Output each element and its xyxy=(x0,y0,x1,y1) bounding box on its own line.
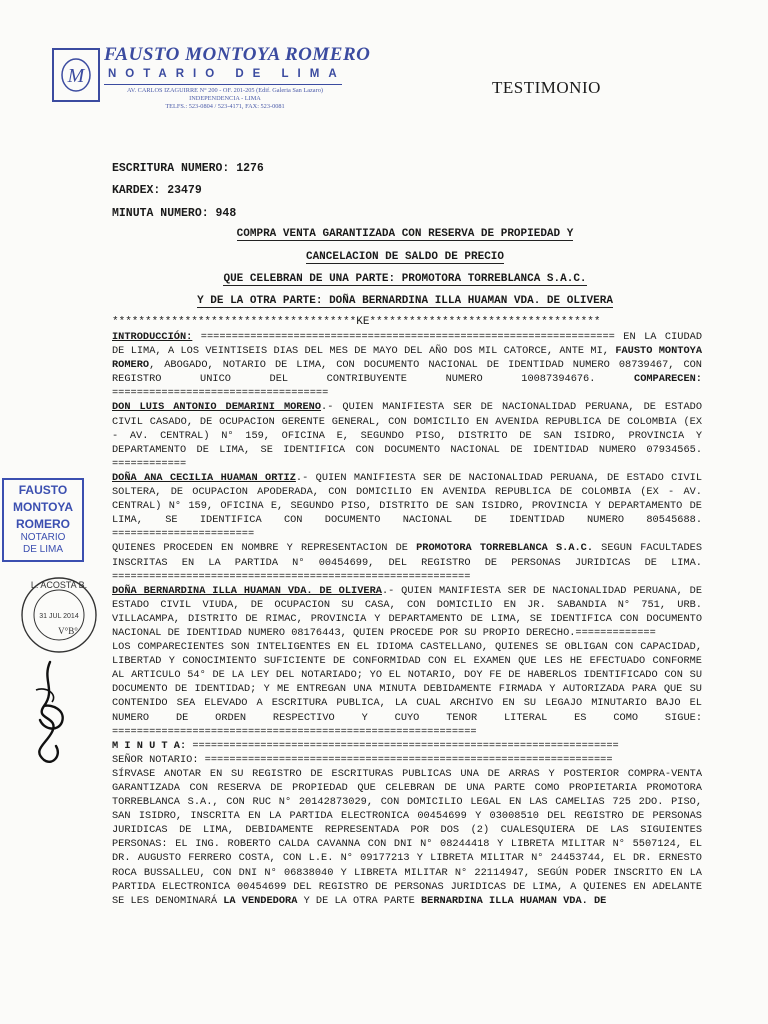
svg-text:V°B°: V°B° xyxy=(58,626,78,636)
intro-label: INTRODUCCIÓN: xyxy=(112,331,193,343)
notary-name: FAUSTO MONTOYA ROMERO xyxy=(104,44,371,65)
minuta-number: MINUTA NUMERO: 948 xyxy=(112,207,237,220)
minuta-heading: M I N U T A: ===================================================================== xyxy=(112,739,619,752)
notary-address xyxy=(90,87,360,111)
escritura-number: ESCRITURA NUMERO: 1276 xyxy=(112,162,264,175)
vendedora-label: LA VENDEDORA xyxy=(223,894,298,907)
minuta-paragraph: SÍRVASE ANOTAR EN SU REGISTRO DE ESCRITURAS PUBLICAS UNA DE ARRAS Y POSTERIOR COMPRA-VENTA GARANTIZADA CON RESERVA DE PROPIEDAD QUE CELEBRAN DE UNA PARTE COMO PROPIETARIA PROMOTORA TORREBLANCA S.A., CON RUC N° 20142873029, CON DOMICILIO LEGAL EN LAS CAMELIAS 725 2DO. PISO, SAN ISIDRO, INSCRITA EN LA PARTIDA ELECTRONICA 00454699 Y 03008510 DEL REGISTRO DE PERSONAS JURIDICAS DE LIMA, DEBIDAMENTE REPRESENTADA POR DOS (2) CUALESQUIERA DE LAS SIGUIENTES PERSONAS: EL ING. ROBERTO CALDA CAVANNA CON DNI N° 08244418 Y LIBRETA MILITAR N° 5507124, EL DR. AUGUSTO FERRERO COSTA, CON L.E. N° 09177213 Y LIBRETA MILITAR N° 24453744, EL DR. ERNESTO ROCA BUSSALLEU, CON DNI N° 06838040 Y LIBRETA MILITAR N° 22114947, SEGÚN PODER INSCRITO EN LA PARTIDA ELECTRONICA 00454699 DEL REGISTRO DE PERSONAS JURIDICAS DE LIMA, A QUIENES EN ADELANTE SE LES DENOMINARÁ LA VENDEDORA Y DE LA OTRA PARTE BERNARDINA ILLA HUAMAN VDA. DE xyxy=(112,767,702,907)
monogram-icon xyxy=(58,55,94,95)
document-body xyxy=(112,330,702,908)
kardex-number: KARDEX: 23479 xyxy=(112,184,202,197)
intro-paragraph: INTRODUCCIÓN: =================================================================== EN LA CIUDAD DE LIMA, A LOS VEINTISEIS DIAS DEL MES DE MAYO DEL AÑO DOS MIL CATORCE, ANTE MI, FAUSTO MONTOYA ROMERO, ABOGADO, NOTARIO DE LIMA, CON DOCUMENTO NACIONAL DE IDENTIDAD NUMERO 08739467, CON REGISTRO UNICO DEL CONTRIBUYENTE NUMERO 10087394676. COMPARECEN: =================================== xyxy=(112,331,703,400)
title-line-3: QUE CELEBRAN DE UNA PARTE: PROMOTORA TORREBLANCA S.A.C. xyxy=(223,273,587,285)
party-2-paragraph: DOÑA ANA CECILIA HUAMAN ORTIZ.- QUIEN MANIFIESTA SER DE NACIONALIDAD PERUANA, DE ESTADO CIVIL SOLTERA, DE OCUPACION APODERADA, CON DOMICILIO EN AVENIDA REPUBLICA DE COLOMBIA (EX - AV. CENTRAL) N° 159, OFICINA E, SEGUNDO PISO, DISTRITO DE SAN ISIDRO, PROVINCIA Y DEPARTAMENTO DE LIMA, SE IDENTIFICA CON DOCUMENTO NACIONAL DE IDENTIDAD NUMERO 80545688. ======================= xyxy=(112,471,702,541)
address-line-3: TELFS.: 523-0804 / 523-4171, FAX: 523-0081 xyxy=(165,103,285,110)
svg-text:M: M xyxy=(67,65,85,87)
address-line-1: AV. CARLOS IZAGUIRRE N° 200 - OF. 201-205 (Edif. Galeria San Lazaro) xyxy=(127,87,323,94)
buyer-name: BERNARDINA ILLA HUAMAN VDA. DE xyxy=(420,894,607,907)
notary-bold-name: FAUSTO MONTOYA ROMERO xyxy=(112,345,703,372)
party-3-name: DOÑA BERNARDINA ILLA HUAMAN VDA. DE OLIVERA xyxy=(112,584,382,597)
notary-stamp: FAUSTO MONTOYA ROMERO NOTARIO DE LIMA xyxy=(2,478,84,562)
approval-seal xyxy=(18,576,100,654)
star-separator: *************************************KE*********************************** xyxy=(112,316,601,328)
address-line-2: INDEPENDENCIA - LIMA xyxy=(189,95,261,102)
senor-notario-line: SEÑOR NOTARIO: ================================================================== xyxy=(112,753,613,766)
title-line-4: Y DE LA OTRA PARTE: DOÑA BERNARDINA ILLA HUAMAN VDA. DE OLIVERA xyxy=(197,295,613,307)
representation-paragraph: QUIENES PROCEDEN EN NOMBRE Y REPRESENTACION DE PROMOTORA TORREBLANCA S.A.C. SEGUN FACULTADES INSCRITAS EN LA PARTIDA N° 00454699, DEL REGISTRO DE PERSONAS JURIDICAS DE LIMA. ========================================================== xyxy=(112,542,703,583)
svg-text:31 JUL 2014: 31 JUL 2014 xyxy=(39,613,79,620)
svg-text:L. ACOSTA B.: L. ACOSTA B. xyxy=(30,580,88,590)
notary-subtitle: NOTARIO DE LIMA xyxy=(108,68,346,80)
document-type: TESTIMONIO xyxy=(492,78,601,97)
party-1-name: DON LUIS ANTONIO DEMARINI MORENO xyxy=(112,401,322,414)
signature xyxy=(22,660,82,770)
party-1-paragraph: DON LUIS ANTONIO DEMARINI MORENO.- QUIEN MANIFIESTA SER DE NACIONALIDAD PERUANA, DE ESTADO CIVIL CASADO, DE OCUPACION GERENTE GENERAL, CON DOMICILIO EN AVENIDA REPUBLICA DE COLOMBIA (EX - AV. CENTRAL) N° 159, OFICINA E, SEGUNDO PISO, DISTRITO DE SAN ISIDRO, PROVINCIA Y DEPARTAMENTO DE LIMA, SE IDENTIFICA CON DOCUMENTO NACIONAL DE IDENTIDAD NUMERO 07934565. ============ xyxy=(112,401,703,470)
party-2-name: DOÑA ANA CECILIA HUAMAN ORTIZ xyxy=(112,471,296,484)
title-line-1: COMPRA VENTA GARANTIZADA CON RESERVA DE PROPIEDAD Y xyxy=(236,228,574,240)
capacity-paragraph: LOS COMPARECIENTES SON INTELIGENTES EN EL IDIOMA CASTELLANO, QUIENES SE OBLIGAN CON CAPACIDAD, LIBERTAD Y CONOCIMIENTO SUFICIENTE DE CONFORMIDAD CON EL EXAMEN QUE LES HE EFECTUADO CONFORME AL ARTICULO 54° DE LA LEY DEL NOTARIADO; YO EL NOTARIO, DOY FE DE HABERLOS IDENTIFICADO CON SU DOCUMENTO DE IDENTIDAD; Y ME ENTREGAN UNA MINUTA DEBIDAMENTE FIRMADA Y AUTORIZADA PARA QUE SU CONTENIDO SEA ELEVADO A ESCRITURA PUBLICA, LA CUAL ARCHIVO EN SU LEGAJO MINUTARIO BAJO EL NUMERO DE ORDEN RESPECTIVO Y CUYO TENOR LITERAL ES COMO SIGUE: =========================================================== xyxy=(112,641,702,738)
comparecen-label: COMPARECEN: xyxy=(634,373,702,386)
letterhead-divider xyxy=(104,84,342,85)
company-name: PROMOTORA TORREBLANCA S.A.C. xyxy=(416,542,594,555)
party-3-paragraph: DOÑA BERNARDINA ILLA HUAMAN VDA. DE OLIVERA.- QUIEN MANIFIESTA SER DE NACIONALIDAD PERUANA, DE ESTADO CIVIL VIUDA, DE OCUPACION SU CASA, CON DOMICILIO EN JR. SABANDIA N° 751, URB. VILLACAMPA, DISTRITO DE RIMAC, PROVINCIA Y DEPARTAMENTO DE LIMA, SE IDENTIFICA CON DOCUMENTO NACIONAL DE IDENTIDAD NUMERO 08176443, QUIEN PROCEDE POR SU PROPIO DERECHO.============= xyxy=(112,584,703,639)
title-line-2: CANCELACION DE SALDO DE PRECIO xyxy=(305,251,505,263)
